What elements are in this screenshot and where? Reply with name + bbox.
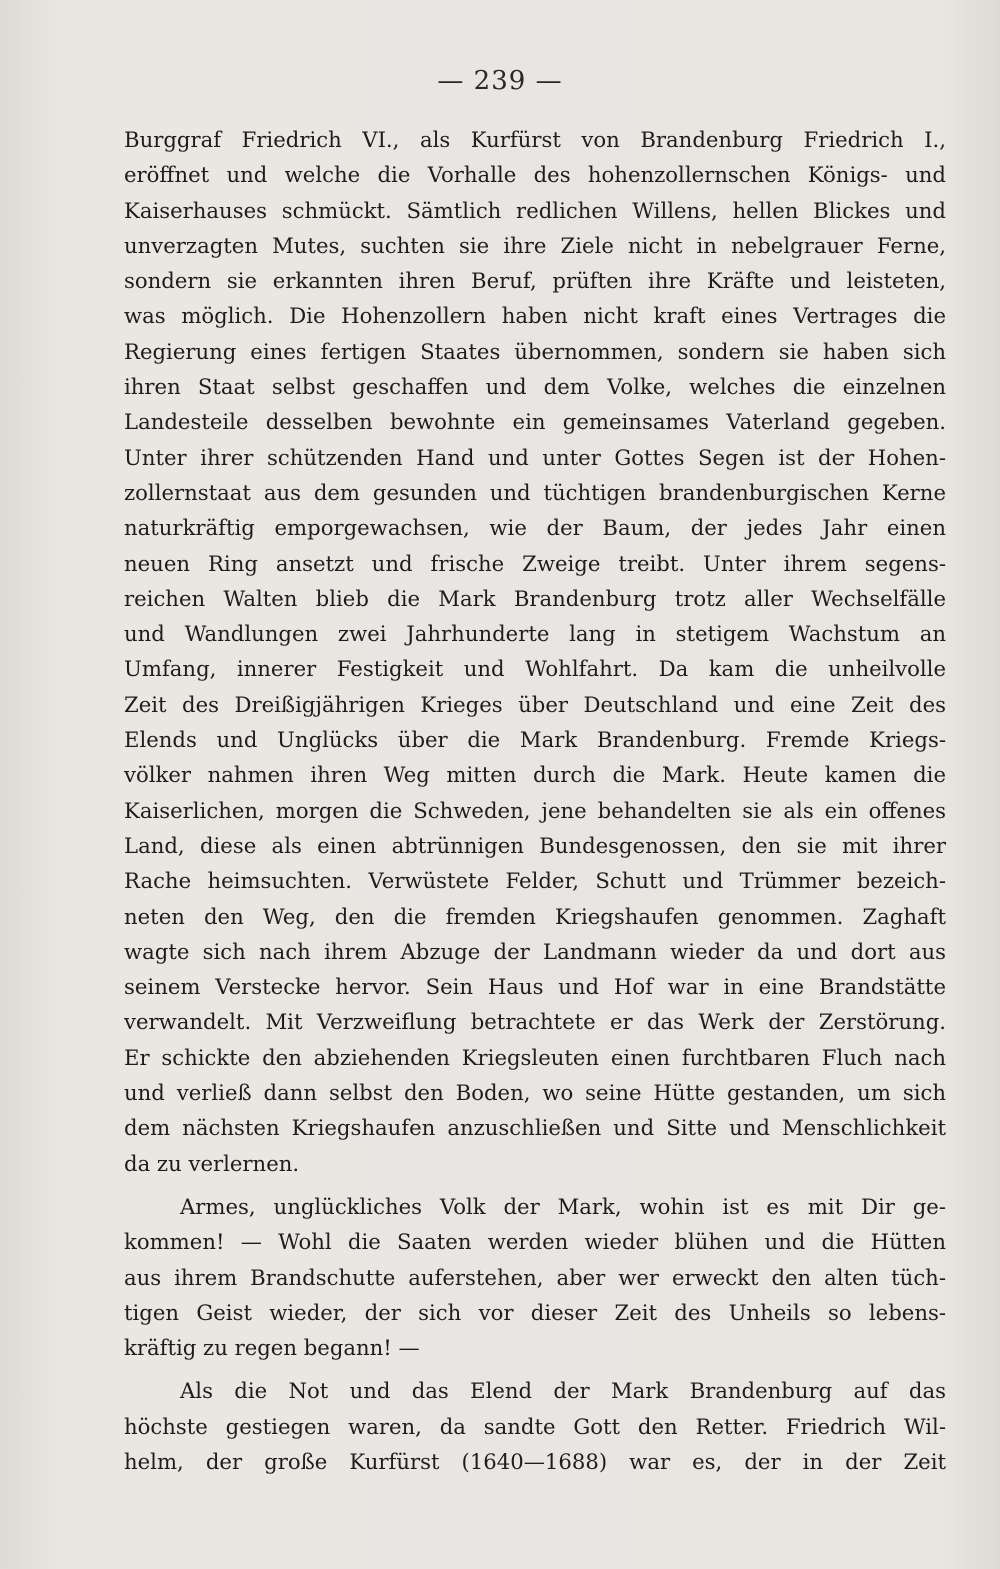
text-line: zollernstaat aus dem gesunden und tüchtigen brandenburgischen Kerne	[124, 479, 946, 505]
text-line: Kaiserhauses schmückt. Sämtlich redlichen Willens, hellen Blickes und	[124, 197, 946, 223]
text-line: neten den Weg, den die fremden Kriegshaufen genommen. Zaghaft	[124, 903, 946, 929]
text-line: verwandelt. Mit Verzweiflung betrachtete er das Werk der Zerstörung.	[124, 1009, 946, 1035]
text-line: höchste gestiegen waren, da sandte Gott den Retter. Friedrich Wil-	[124, 1413, 946, 1439]
text-line: naturkräftig emporgewachsen, wie der Baum, der jedes Jahr einen	[124, 515, 946, 541]
text-line: Unter ihrer schützenden Hand und unter Gottes Segen ist der Hohen-	[124, 444, 946, 470]
text-line: was möglich. Die Hohenzollern haben nicht kraft eines Vertrages die	[124, 303, 946, 329]
text-line: unverzagten Mutes, suchten sie ihre Ziele nicht in nebelgrauer Ferne,	[124, 232, 946, 258]
paragraph-gap	[124, 1181, 946, 1189]
text-line: kräftig zu regen begann! —	[124, 1335, 420, 1361]
text-line: tigen Geist wieder, der sich vor dieser Zeit des Unheils so lebens-	[124, 1299, 946, 1325]
page-number: — 239 —	[437, 66, 563, 96]
text-line: dem nächsten Kriegshaufen anzuschließen und Sitte und Menschlichkeit	[124, 1115, 946, 1141]
text-line: und Wandlungen zwei Jahrhunderte lang in stetigem Wachstum an	[124, 621, 946, 647]
text-line: Zeit des Dreißigjährigen Krieges über Deutschland und eine Zeit des	[124, 691, 946, 717]
text-line: Regierung eines fertigen Staates übernommen, sondern sie haben sich	[124, 338, 946, 364]
text-line: helm, der große Kurfürst (1640—1688) war es, der in der Zeit	[124, 1448, 946, 1474]
text-line: neuen Ring ansetzt und frische Zweige treibt. Unter ihrem segens-	[124, 550, 946, 576]
text-line: Armes, unglückliches Volk der Mark, wohin ist es mit Dir ge-	[180, 1193, 946, 1219]
text-line: Kaiserlichen, morgen die Schweden, jene behandelten sie als ein offenes	[124, 797, 946, 823]
text-line: aus ihrem Brandschutte auferstehen, aber wer erweckt den alten tüch-	[124, 1264, 946, 1290]
text-line: ihren Staat selbst geschaffen und dem Volke, welches die einzelnen	[124, 374, 946, 400]
text-line: Land, diese als einen abtrünnigen Bundesgenossen, den sie mit ihrer	[124, 832, 946, 858]
text-line: seinem Verstecke hervor. Sein Haus und Hof war in eine Brandstätte	[124, 974, 946, 1000]
paragraph-gap	[124, 1365, 946, 1373]
text-line: und verließ dann selbst den Boden, wo seine Hütte gestanden, um sich	[124, 1080, 946, 1106]
text-line: Er schickte den abziehenden Kriegsleuten einen furchtbaren Fluch nach	[124, 1044, 946, 1070]
text-line: da zu verlernen.	[124, 1150, 300, 1176]
text-line: Elends und Unglücks über die Mark Brandenburg. Fremde Kriegs-	[124, 727, 946, 753]
text-line: wagte sich nach ihrem Abzuge der Landmann wieder da und dort aus	[124, 938, 946, 964]
text-line: reichen Walten blieb die Mark Brandenburg trotz aller Wechselfälle	[124, 585, 946, 611]
text-line: Als die Not und das Elend der Mark Brandenburg auf das	[180, 1378, 946, 1404]
text-line: Burggraf Friedrich VI., als Kurfürst von Brandenburg Friedrich I.,	[124, 127, 946, 152]
text-line: kommen! — Wohl die Saaten werden wieder blühen und die Hütten	[124, 1229, 946, 1255]
text-line: Umfang, innerer Festigkeit und Wohlfahrt. Da kam die unheilvolle	[124, 656, 946, 682]
body-text	[124, 122, 946, 1479]
text-line: Rache heimsuchten. Verwüstete Felder, Schutt und Trümmer bezeich-	[124, 868, 946, 894]
text-line: sondern sie erkannten ihren Beruf, prüften ihre Kräfte und leisteten,	[124, 268, 946, 294]
text-line: Landesteile desselben bewohnte ein gemeinsames Vaterland gegeben.	[124, 409, 946, 435]
text-line: völker nahmen ihren Weg mitten durch die Mark. Heute kamen die	[124, 762, 946, 788]
text-line: eröffnet und welche die Vorhalle des hohenzollernschen Königs- und	[124, 162, 946, 188]
